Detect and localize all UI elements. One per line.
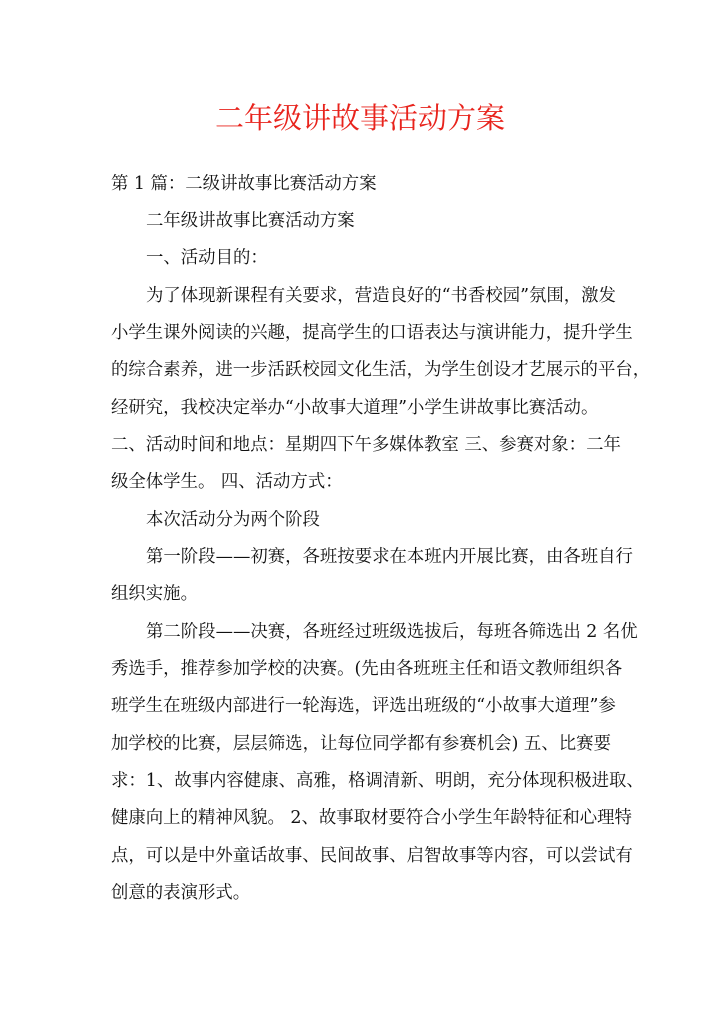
paragraph-line: 级全体学生。 四、活动方式： (111, 472, 343, 492)
paragraph-line: 本次活动分为两个阶段 (146, 510, 320, 530)
paragraph-line: 求：1、故事内容健康、高雅，格调清新、明朗，充分体现积极进取、 (111, 771, 644, 791)
paragraph-line: 第一阶段——初赛，各班按要求在本班内开展比赛，由各班自行 (146, 547, 633, 567)
paragraph-line: 组织实施。 (111, 584, 198, 604)
paragraph-line: 第二阶段——决赛，各班经过班级选拔后，每班各筛选出 2 名优 (146, 622, 638, 642)
heading-purpose: 一、活动目的： (146, 248, 268, 268)
paragraph-line: 点，可以是中外童话故事、民间故事、启智故事等内容，可以尝试有 (111, 846, 633, 866)
document-title: 二年级讲故事活动方案 (214, 101, 505, 135)
paragraph-line: 二、活动时间和地点：星期四下午多媒体教室 三、参赛对象：二年 (111, 435, 621, 455)
paragraph-line: 创意的表演形式。 (111, 883, 251, 903)
subtitle: 二年级讲故事比赛活动方案 (146, 211, 355, 231)
paragraph-line: 加学校的比赛，层层筛选，让每位同学都有参赛机会) 五、比赛要 (111, 734, 611, 754)
paragraph-line: 秀选手，推荐参加学校的决赛。(先由各班班主任和语文教师组织各 (111, 659, 623, 679)
paragraph-line: 经研究，我校决定举办“小故事大道理”小学生讲故事比赛活动。 (111, 398, 599, 418)
paragraph-line: 班学生在班级内部进行一轮海选，评选出班级的“小故事大道理”参 (111, 696, 616, 716)
section-heading: 第 1 篇：二级讲故事比赛活动方案 (111, 174, 377, 194)
paragraph-line: 为了体现新课程有关要求，营造良好的“书香校园”氛围，激发 (146, 286, 616, 306)
paragraph-line: 健康向上的精神风貌。 2、故事取材要符合小学生年龄特征和心理特 (111, 808, 632, 828)
paragraph-line: 小学生课外阅读的兴趣，提高学生的口语表达与演讲能力，提升学生 (111, 323, 633, 343)
paragraph-line: 的综合素养，进一步活跃校园文化生活，为学生创设才艺展示的平台， (111, 360, 651, 380)
